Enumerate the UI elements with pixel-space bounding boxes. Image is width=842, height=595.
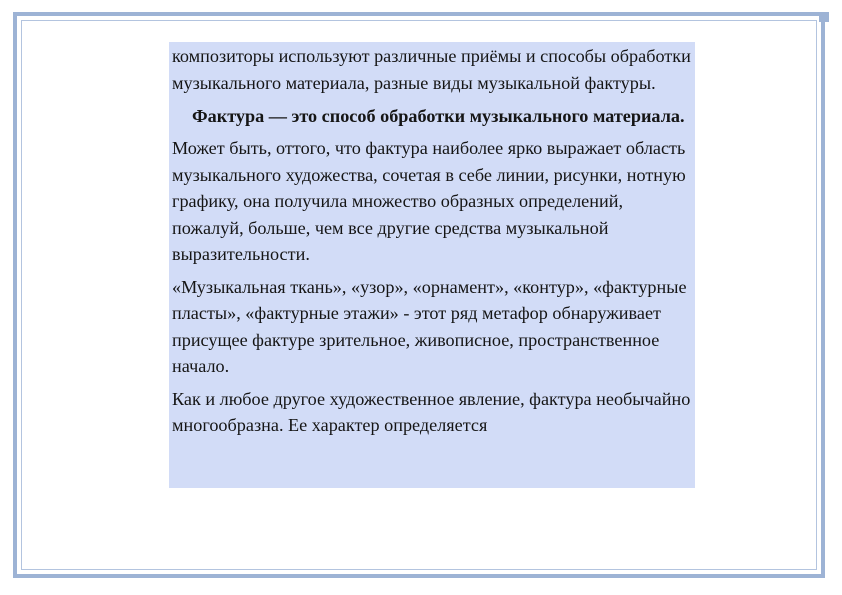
paragraph-definition: Фактура — это способ обработки музыкального материала. <box>192 106 685 126</box>
paragraph-variety: Как и любое другое художественное явление, фактура необычайно многообразна. Ее характер определяется <box>172 388 691 435</box>
paragraph-metaphors: «Музыкальная ткань», «узор», «орнамент», «контур», «фактурные пласты», «фактурные этажи» - этот ряд метафор обнаруживает присущее фактуре зрительное, живописное, пространственное начало. <box>172 276 687 376</box>
frame-corner-decoration <box>819 12 829 22</box>
paragraph-texture-description: Может быть, оттого, что фактура наиболее ярко выражает область музыкального художества, сочетая в себе линии, рисунки, нотную графику, она получила множество образных определений, пожалуй, больше, чем все другие средства музыкальной выразительности. <box>172 138 686 264</box>
paragraph-intro: композиторы используют различные приёмы и способы обработки музыкального материала, разные виды музыкальной фактуры. <box>172 46 691 93</box>
text-block <box>169 42 695 488</box>
